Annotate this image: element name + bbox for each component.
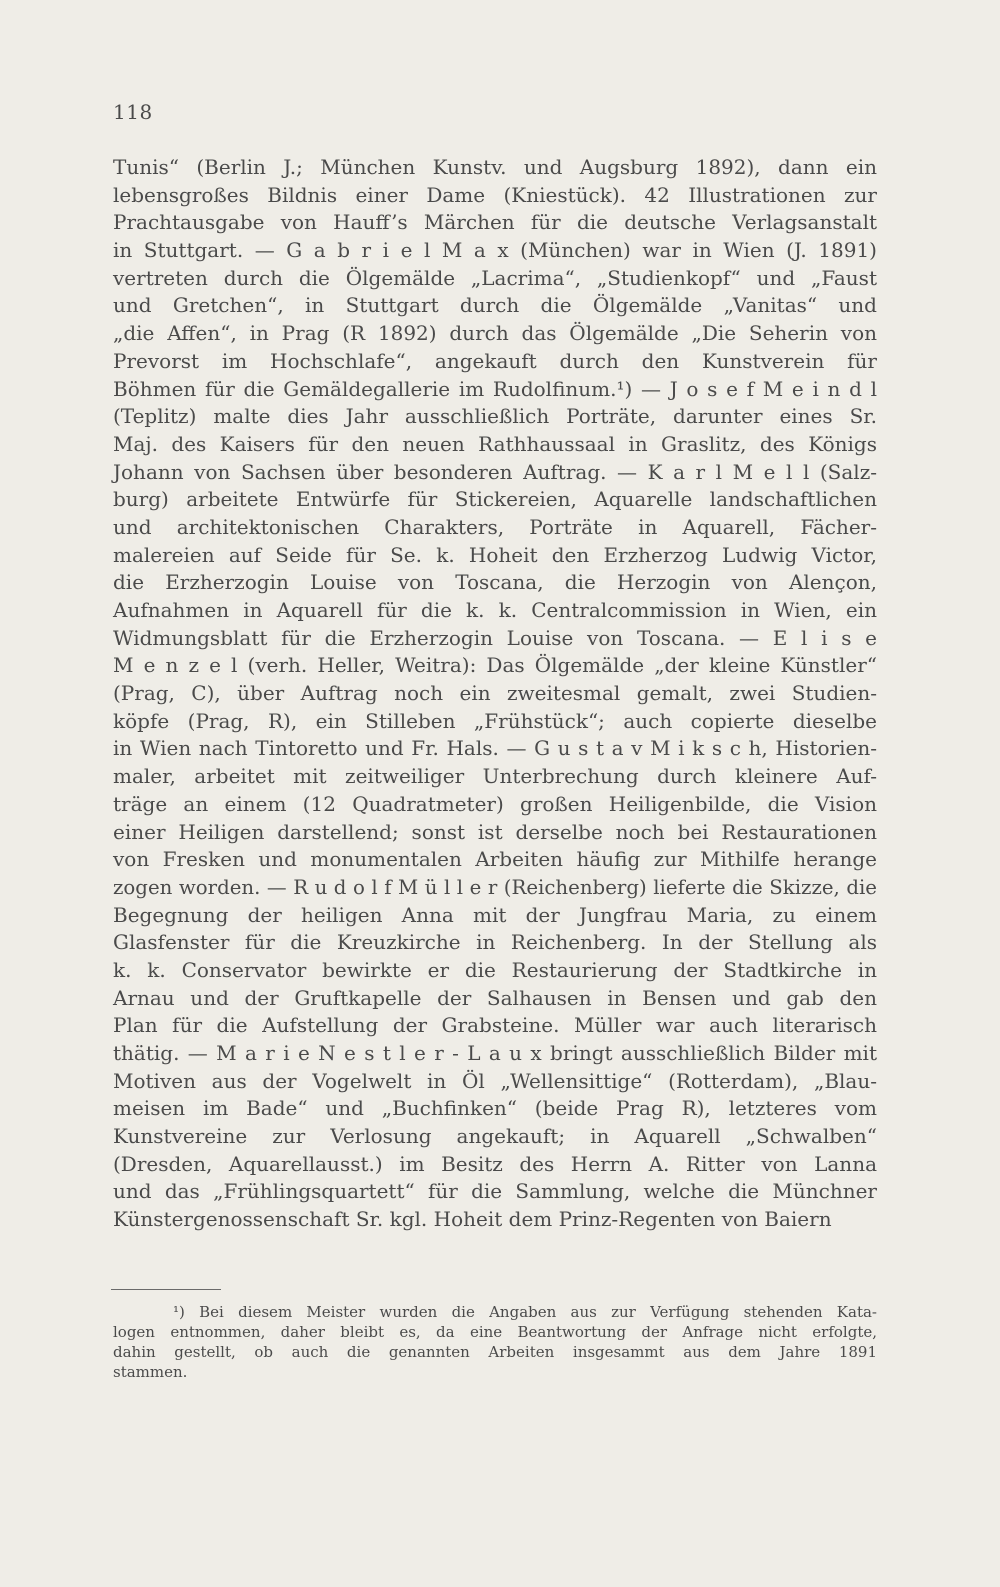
text-line: Arnau und der Gruftkapelle der Salhausen in Bensen und gab den: [113, 985, 877, 1010]
text-line: Aufnahmen in Aquarell für die k. k. Centralcommission in Wien, ein: [113, 598, 877, 622]
text-line: M e n z e l (verh. Heller, Weitra): Das Ölgemälde „der kleine Künstler“: [113, 653, 877, 678]
text-line: (Teplitz) malte dies Jahr ausschließlich Porträte, darunter eines Sr.: [113, 404, 877, 429]
text-line: Johann von Sachsen über besonderen Auftrag. — K a r l M e l l (Salz-: [113, 459, 877, 484]
text-line: (Dresden, Aquarellausst.) im Besitz des Herrn A. Ritter von Lanna: [113, 1151, 877, 1176]
text-line: vertreten durch die Ölgemälde „Lacrima“, „Studienkopf“ und „Faust: [113, 265, 877, 290]
text-line: malereien auf Seide für Se. k. Hoheit den Erzherzog Ludwig Victor,: [113, 542, 877, 567]
text-line: lebensgroßes Bildnis einer Dame (Kniestück). 42 Illustrationen zur: [113, 182, 877, 207]
text-line: Plan für die Aufstellung der Grabsteine. Müller war auch literarisch: [113, 1013, 877, 1038]
text-line: Künstergenossenschaft Sr. kgl. Hoheit dem Prinz-Regenten von Baiern: [113, 1207, 832, 1232]
text-line: Begegnung der heiligen Anna mit der Jungfrau Maria, zu einem: [113, 902, 877, 927]
text-line: thätig. — M a r i e N e s t l e r - L a u x bringt ausschließlich Bilder mit: [113, 1041, 877, 1065]
footnote-line: ¹) Bei diesem Meister wurden die Angaben aus zur Verfügung stehenden Kata-: [173, 1303, 877, 1321]
footnote: [113, 1302, 877, 1382]
text-line: Kunstvereine zur Verlosung angekauft; in Aquarell „Schwalben“: [113, 1124, 877, 1149]
text-line: „die Affen“, in Prag (R 1892) durch das Ölgemälde „Die Seherin von: [113, 321, 877, 346]
text-line: Glasfenster für die Kreuzkirche in Reichenberg. In der Stellung als: [113, 930, 877, 955]
text-line: burg) arbeitete Entwürfe für Stickereien, Aquarelle landschaftlichen: [113, 487, 877, 512]
text-line: die Erzherzogin Louise von Toscana, die Herzogin von Alençon,: [113, 570, 877, 595]
text-line: und Gretchen“, in Stuttgart durch die Ölgemälde „Vanitas“ und: [113, 293, 877, 318]
text-line: und das „Frühlingsquartett“ für die Sammlung, welche die Münchner: [113, 1179, 877, 1204]
text-line: Motiven aus der Vogelwelt in Öl „Wellensittige“ (Rotterdam), „Blau-: [113, 1068, 877, 1093]
text-line: und architektonischen Charakters, Porträte in Aquarell, Fächer-: [113, 514, 877, 539]
text-line: träge an einem (12 Quadratmeter) großen Heiligenbilde, die Vision: [113, 791, 877, 816]
text-line: k. k. Conservator bewirkte er die Restaurierung der Stadtkirche in: [113, 957, 877, 982]
text-line: köpfe (Prag, R), ein Stilleben „Frühstück“; auch copierte dieselbe: [113, 708, 877, 733]
footnote-line: dahin gestellt, ob auch die genannten Arbeiten insgesammt aus dem Jahre 1891: [113, 1343, 877, 1361]
text-line: Tunis“ (Berlin J.; München Kunstv. und Augsburg 1892), dann ein: [113, 155, 877, 179]
text-line: Maj. des Kaisers für den neuen Rathhaussaal in Graslitz, des Königs: [113, 431, 877, 456]
text-line: Prachtausgabe von Hauff’s Märchen für die deutsche Verlagsanstalt: [113, 210, 877, 235]
text-line: in Wien nach Tintoretto und Fr. Hals. — G u s t a v M i k s c h, Historien-: [113, 736, 877, 761]
text-line: Widmungsblatt für die Erzherzogin Louise von Toscana. — E l i s e: [113, 625, 877, 650]
body-text: [113, 154, 877, 1234]
text-line: (Prag, C), über Auftrag noch ein zweitesmal gemalt, zwei Studien-: [113, 681, 877, 706]
footnote-separator: [111, 1289, 221, 1290]
text-line: zogen worden. — R u d o l f M ü l l e r (Reichenberg) lieferte die Skizze, die: [113, 875, 877, 899]
text-line: einer Heiligen darstellend; sonst ist derselbe noch bei Restaurationen: [113, 819, 877, 844]
footnote-line: logen entnommen, daher bleibt es, da eine Beantwortung der Anfrage nicht erfolgte,: [113, 1323, 877, 1341]
text-line: in Stuttgart. — G a b r i e l M a x (München) war in Wien (J. 1891): [113, 238, 877, 263]
text-line: Prevorst im Hochschlafe“, angekauft durch den Kunstverein für: [113, 348, 877, 373]
page-number: 118: [113, 100, 153, 124]
text-line: maler, arbeitet mit zeitweiliger Unterbrechung durch kleinere Auf-: [113, 764, 877, 789]
text-line: meisen im Bade“ und „Buchfinken“ (beide Prag R), letzteres vom: [113, 1096, 877, 1121]
text-line: von Fresken und monumentalen Arbeiten häufig zur Mithilfe herange: [113, 847, 877, 872]
text-line: Böhmen für die Gemäldegallerie im Rudolfinum.¹) — J o s e f M e i n d l: [113, 376, 877, 401]
footnote-line: stammen.: [113, 1363, 188, 1381]
